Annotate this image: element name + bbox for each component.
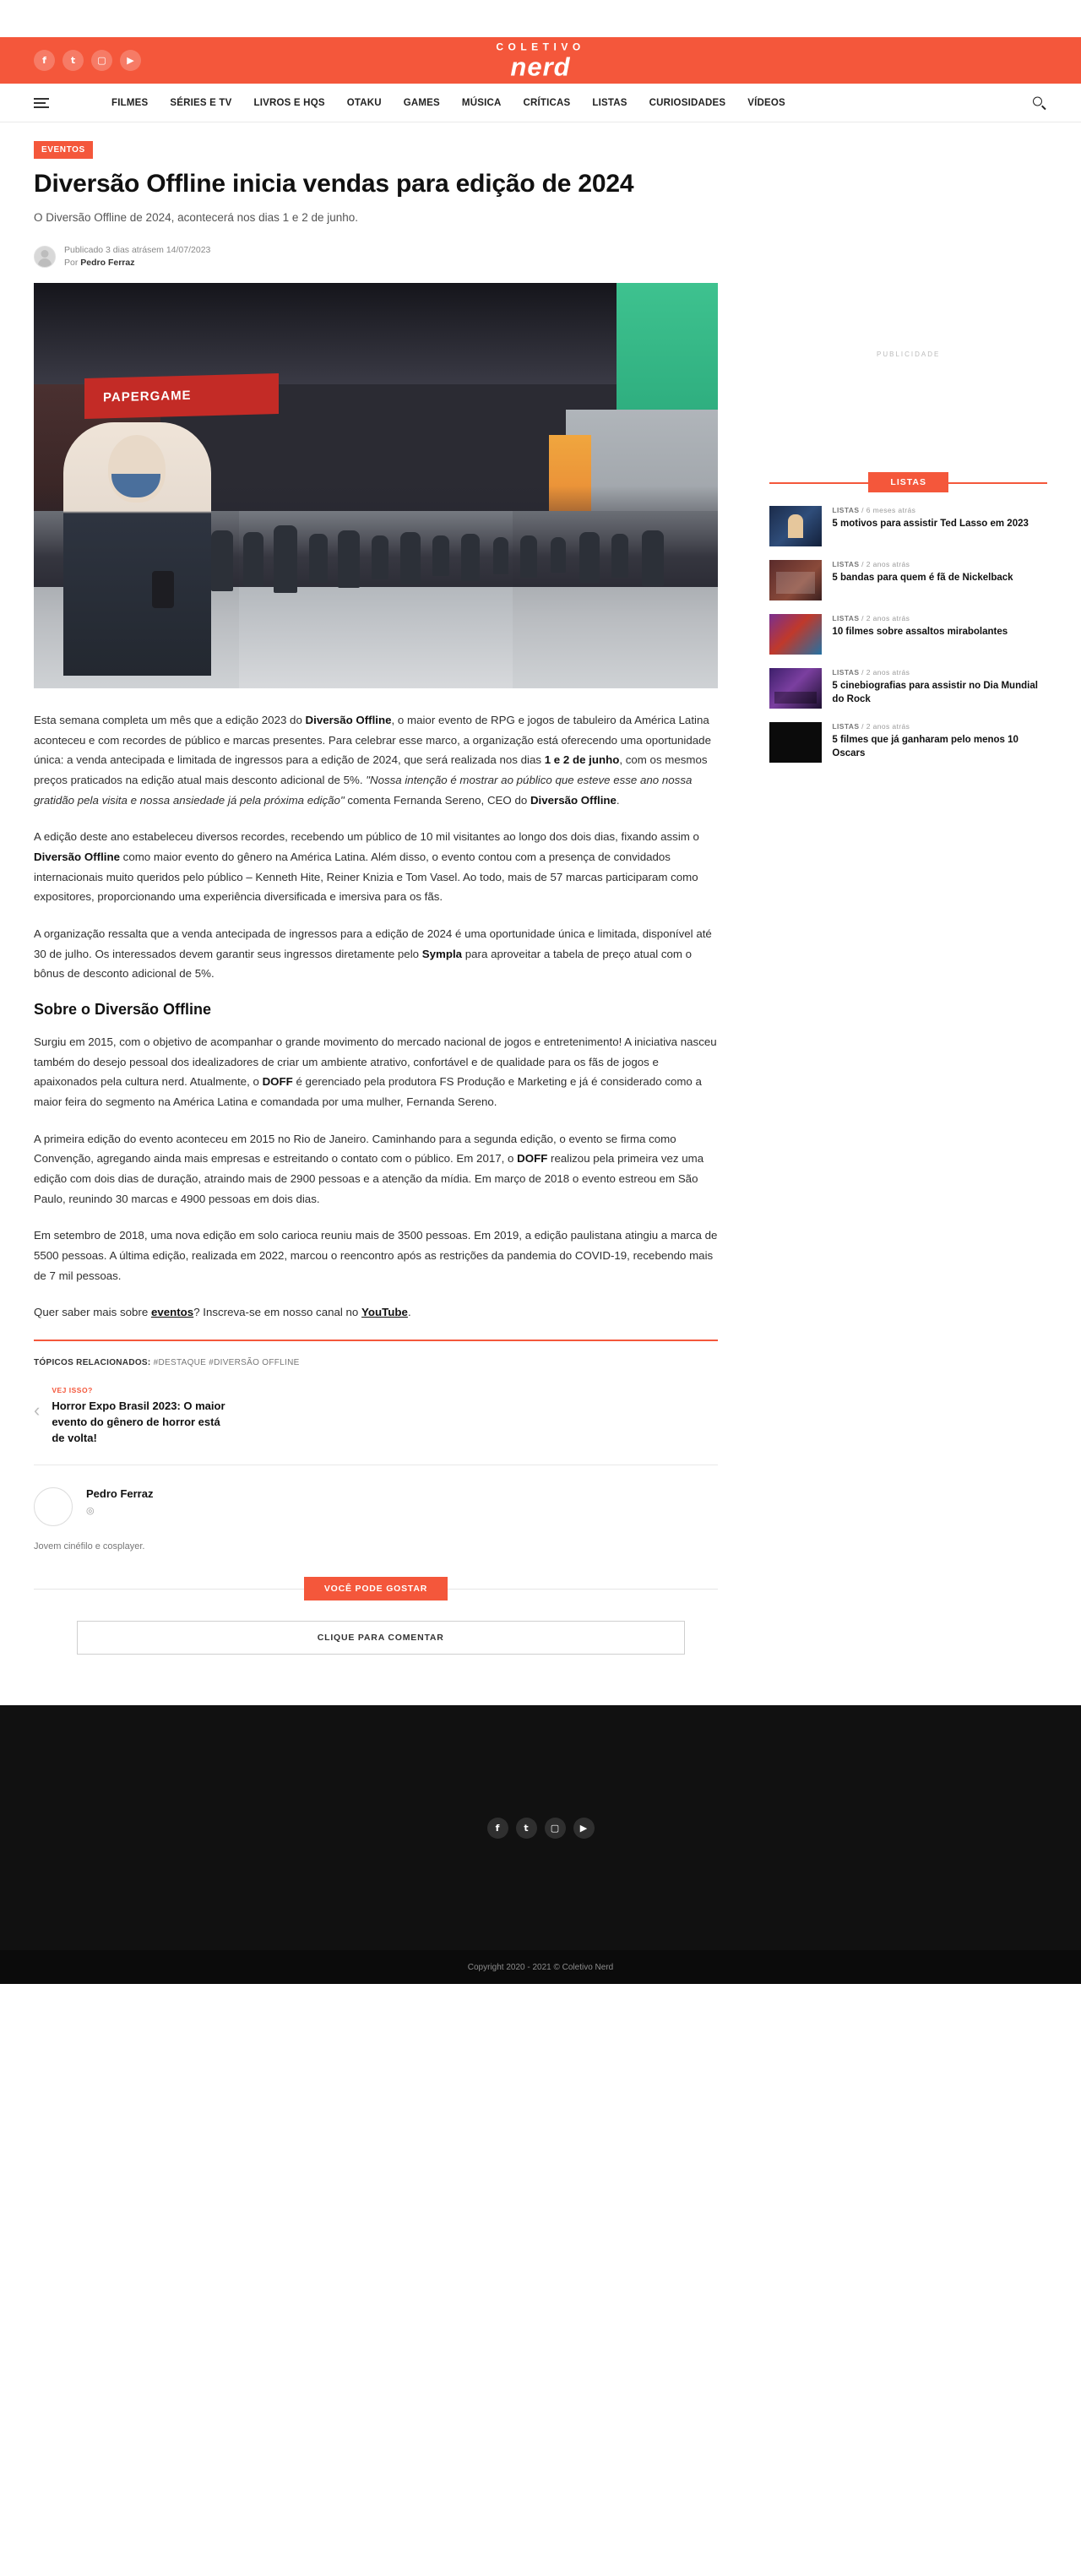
article-paragraph: Em setembro de 2018, uma nova edição em solo carioca reuniu mais de 3500 pessoas. Em 2019, a edição paulistana atingiu a marca de 5500 pessoas. A última edição, realizada em 2022, marcou o reencontro após as restrições da pandemia do COVID-19, recebendo mais de 7 mil pessoas. [34, 1229, 718, 1282]
nav-item-series-e-tv[interactable]: SÉRIES E TV [170, 97, 232, 108]
sidebar-section-header [769, 472, 1047, 492]
instagram-icon[interactable]: ▢ [545, 1818, 566, 1839]
content-wrapper [0, 122, 1081, 1655]
header-social-row [34, 50, 141, 71]
twitter-icon[interactable]: t [62, 50, 84, 71]
category-badge[interactable]: EVENTOS [34, 141, 93, 159]
instagram-icon[interactable]: ◎ [86, 1506, 95, 1517]
article-body [34, 710, 718, 1323]
nav-item-games[interactable]: GAMES [403, 97, 440, 108]
comment-button[interactable]: CLIQUE PARA COMENTAR [77, 1621, 685, 1655]
divider [34, 1340, 718, 1341]
nav-items [111, 98, 785, 108]
article-hero-image [34, 283, 718, 688]
youtube-icon[interactable]: ▶ [573, 1818, 595, 1839]
nav-item-videos[interactable]: VÍDEOS [747, 97, 785, 108]
author-avatar [34, 1487, 73, 1526]
sidebar [727, 122, 1047, 1655]
list-item-thumbnail [769, 506, 822, 546]
youtube-icon[interactable]: ▶ [120, 50, 141, 71]
logo-top-text: COLETIVO [496, 40, 585, 52]
list-item[interactable] [769, 506, 1047, 546]
list-item-category: LISTAS [832, 722, 860, 731]
list-item-time: 2 anos atrás [866, 614, 910, 622]
list-item-meta: LISTAS / 6 meses atrás [832, 506, 916, 514]
article-column [34, 122, 727, 1655]
sidebar-section-title: LISTAS [868, 472, 948, 492]
list-item-thumbnail [769, 560, 822, 601]
prev-article-title[interactable]: Horror Expo Brasil 2023: O maior evento do gênero de horror está de volta! [52, 1399, 225, 1444]
author-bio: Jovem cinéfilo e cosplayer. [34, 1541, 145, 1552]
list-item-category: LISTAS [832, 668, 860, 677]
list-item[interactable] [769, 560, 1047, 601]
by-label: Por [64, 257, 79, 268]
hamburger-icon[interactable] [34, 98, 49, 108]
list-item-meta: LISTAS / 2 anos atrás [832, 614, 910, 622]
prev-article-kicker: VEJ ISSO? [52, 1385, 93, 1394]
instagram-icon[interactable]: ▢ [91, 50, 112, 71]
footer-copyright: Copyright 2020 - 2021 © Coletivo Nerd [0, 1950, 1081, 1984]
section-heading: Sobre o Diversão Offline [34, 1000, 212, 1018]
nav-item-musica[interactable]: MÚSICA [461, 97, 502, 108]
nav-item-criticas[interactable]: CRÍTICAS [523, 97, 571, 108]
logo-bottom-text: nerd [510, 52, 571, 82]
list-item-title[interactable]: 10 filmes sobre assaltos mirabolantes [832, 627, 1008, 637]
footer-social-row [487, 1818, 595, 1839]
article-paragraph: Esta semana completa um mês que a edição 2023 do Diversão Offline, o maior evento de RPG e jogos de tabuleiro da América Latina aconteceu e com recordes de público e marcas presentes. Para celebrar esse marco, a organização está oferecendo uma oportunidade única: a venda antecipada e limitada de ingressos para a edição de 2024, que será realizada nos dias 1 e 2 de junho, com os mesmos preços praticados na edição atual mais desconto adicional de 5%. "Nossa intenção é mostrar ao público que esteve esse ano nossa gratidão pela visita e nossa ansiedade já pela próxima edição" comenta Fernanda Sereno, CEO do Diversão Offline. [34, 714, 711, 807]
article-paragraph: A primeira edição do evento aconteceu em 2015 no Rio de Janeiro. Caminhando para a segunda edição, o evento se firma como Convenção, agregando ainda mais empresas e estreitando o contato com o público. Em 2017, o DOFF realizou pela primeira vez uma edição com dois dias de duração, atraindo mais de 2900 pessoas e a atenção da mídia. Em março de 2018 o evento estreou em São Paulo, reunindo 30 marcas e 4900 pessoas em dois dias. [34, 1132, 704, 1205]
related-topics-tags[interactable]: #DESTAQUE #DIVERSÃO OFFLINE [153, 1357, 300, 1367]
list-item-category: LISTAS [832, 614, 860, 622]
list-item-title[interactable]: 5 motivos para assistir Ted Lasso em 2023 [832, 519, 1029, 529]
site-footer [0, 1705, 1081, 1950]
site-logo[interactable] [496, 40, 585, 82]
top-white-strip [0, 0, 1081, 37]
article-paragraph: Surgiu em 2015, com o objetivo de acompanhar o grande movimento do mercado nacional de jogos e entretenimento! A iniciativa nasceu também do desejo pessoal dos idealizadores de criar um ambiente atrativo, confortável e de qualidade para os fãs de jogos e apaixonados pela cultura nerd. Atualmente, o DOFF é gerenciado pela produtora FS Produção e Marketing e já é considerado como a maior feira do segmento na América Latina e comandada por uma mulher, Fernanda Sereno. [34, 1035, 717, 1108]
nav-item-curiosidades[interactable]: CURIOSIDADES [649, 97, 726, 108]
list-item-title[interactable]: 5 cinebiografias para assistir no Dia Mundial do Rock [832, 681, 1038, 704]
advertisement-label: PUBLICIDADE [877, 351, 941, 358]
article-paragraph: A edição deste ano estabeleceu diversos recordes, recebendo um público de 10 mil visitantes ao longo dos dois dias, fixando assim o Diversão Offline como maior evento do gênero na América Latina. Além disso, o evento contou com a presença de convidados internacionais muito queridos pelo público – Kenneth Hite, Reiner Knizia e Tom Vasel. Ao todo, mais de 57 marcas participaram como expositores, proporcionando uma experiência diversificada e imersiva para os fãs. [34, 830, 699, 904]
list-item-category: LISTAS [832, 506, 860, 514]
site-header [0, 37, 1081, 84]
article-meta [34, 244, 727, 269]
list-item-thumbnail [769, 614, 822, 655]
list-item-thumbnail [769, 722, 822, 763]
article-paragraph-cta: Quer saber mais sobre eventos? Inscreva-se em nosso canal no YouTube. [34, 1306, 411, 1319]
list-item[interactable] [769, 668, 1047, 709]
author-box [34, 1487, 727, 1526]
article-subtitle: O Diversão Offline de 2024, acontecerá nos dias 1 e 2 de junho. [34, 211, 358, 225]
list-item-meta: LISTAS / 2 anos atrás [832, 560, 910, 568]
nav-item-listas[interactable]: LISTAS [592, 97, 627, 108]
previous-article[interactable] [34, 1386, 718, 1466]
list-item-title[interactable]: 5 bandas para quem é fã de Nickelback [832, 573, 1013, 583]
facebook-icon[interactable]: f [487, 1818, 508, 1839]
meta-text-block [64, 244, 210, 269]
facebook-icon[interactable]: f [34, 50, 55, 71]
related-topics-label: TÓPICOS RELACIONADOS: [34, 1357, 151, 1367]
list-item-meta: LISTAS / 2 anos atrás [832, 722, 910, 731]
related-topics [34, 1358, 727, 1367]
list-item-thumbnail [769, 668, 822, 709]
nav-item-otaku[interactable]: OTAKU [346, 97, 382, 108]
nav-item-livros-e-hqs[interactable]: LIVROS E HQS [253, 97, 325, 108]
list-item-time: 2 anos atrás [866, 668, 910, 677]
list-item[interactable] [769, 614, 1047, 655]
nav-item-filmes[interactable]: FILMES [111, 97, 149, 108]
chevron-left-icon[interactable]: ‹ [34, 1399, 41, 1421]
list-item-title[interactable]: 5 filmes que já ganharam pelo menos 10 Oscars [832, 735, 1019, 758]
author-name[interactable]: Pedro Ferraz [86, 1487, 154, 1501]
you-may-like-section [34, 1577, 718, 1600]
article-paragraph: A organização ressalta que a venda antecipada de ingressos para a edição de 2024 é uma oportunidade única e limitada, disponível até 30 de julho. Os interessados devem garantir seus ingressos diretamente pelo Sympla para aproveitar a tabela de preço atual com o bônus de desconto adicional de 5%. [34, 927, 712, 981]
list-item-time: 2 anos atrás [866, 560, 910, 568]
publish-date: Publicado 3 dias atrásem 14/07/2023 [64, 244, 211, 255]
list-item-time: 2 anos atrás [866, 722, 910, 731]
list-item-meta: LISTAS / 2 anos atrás [832, 668, 910, 677]
list-item-time: 6 meses atrás [866, 506, 916, 514]
page-title: Diversão Offline inicia vendas para edição de 2024 [34, 170, 634, 198]
twitter-icon[interactable]: t [516, 1818, 537, 1839]
avatar [34, 246, 56, 268]
main-navigation [0, 84, 1081, 122]
you-may-like-label: VOCÊ PODE GOSTAR [304, 1577, 448, 1600]
search-icon[interactable] [1033, 96, 1046, 109]
list-item-category: LISTAS [832, 560, 860, 568]
author-link[interactable]: Pedro Ferraz [80, 257, 135, 268]
list-item[interactable] [769, 722, 1047, 763]
